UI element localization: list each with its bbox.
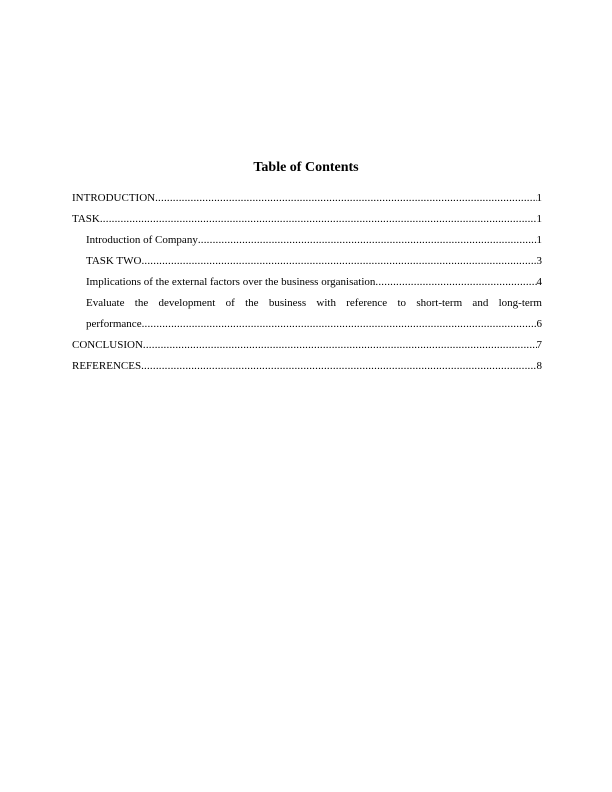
toc-leader-dots <box>141 356 536 377</box>
toc-entry-label-line1: Evaluate the development of the business with reference to short-term and long-term <box>86 297 542 309</box>
toc-entry-task-two[interactable] <box>72 251 542 272</box>
toc-page-number: 1 <box>536 192 542 204</box>
toc-page-number: 6 <box>536 318 542 330</box>
toc-leader-dots <box>155 188 536 209</box>
table-of-contents <box>72 188 542 377</box>
toc-leader-dots <box>143 335 537 356</box>
toc-entry-implications-external-factors[interactable] <box>72 272 542 293</box>
toc-entry-label: Implications of the external factors over the business organisation <box>86 276 376 288</box>
toc-leader-dots <box>375 272 536 293</box>
toc-entry-references[interactable] <box>72 356 542 377</box>
toc-page-number: 3 <box>536 255 542 267</box>
toc-entry-label: REFERENCES <box>72 360 142 372</box>
toc-leader-dots <box>198 230 537 251</box>
toc-entry-task[interactable] <box>72 209 542 230</box>
toc-page-number: 7 <box>536 339 542 351</box>
toc-leader-dots <box>141 251 536 272</box>
toc-page-number: 8 <box>536 360 542 372</box>
toc-page-number: 4 <box>536 276 542 288</box>
toc-page-number: 1 <box>536 213 542 225</box>
toc-title: Table of Contents <box>253 160 359 175</box>
toc-entry-label: CONCLUSION <box>72 339 143 351</box>
toc-entry-evaluate-development[interactable] <box>72 293 542 335</box>
toc-entry-introduction-of-company[interactable] <box>72 230 542 251</box>
toc-entry-label: TASK TWO <box>86 255 142 267</box>
toc-entry-label-line2: performance <box>86 318 142 330</box>
toc-page-number: 1 <box>536 234 542 246</box>
toc-entry-label: TASK <box>72 213 100 225</box>
toc-entry-conclusion[interactable] <box>72 335 542 356</box>
toc-entry-introduction[interactable] <box>72 188 542 209</box>
toc-entry-label: Introduction of Company <box>86 234 198 246</box>
toc-entry-label: INTRODUCTION <box>72 192 156 204</box>
toc-entry-line2 <box>86 314 542 335</box>
toc-leader-dots <box>100 209 537 230</box>
toc-leader-dots <box>142 314 537 335</box>
